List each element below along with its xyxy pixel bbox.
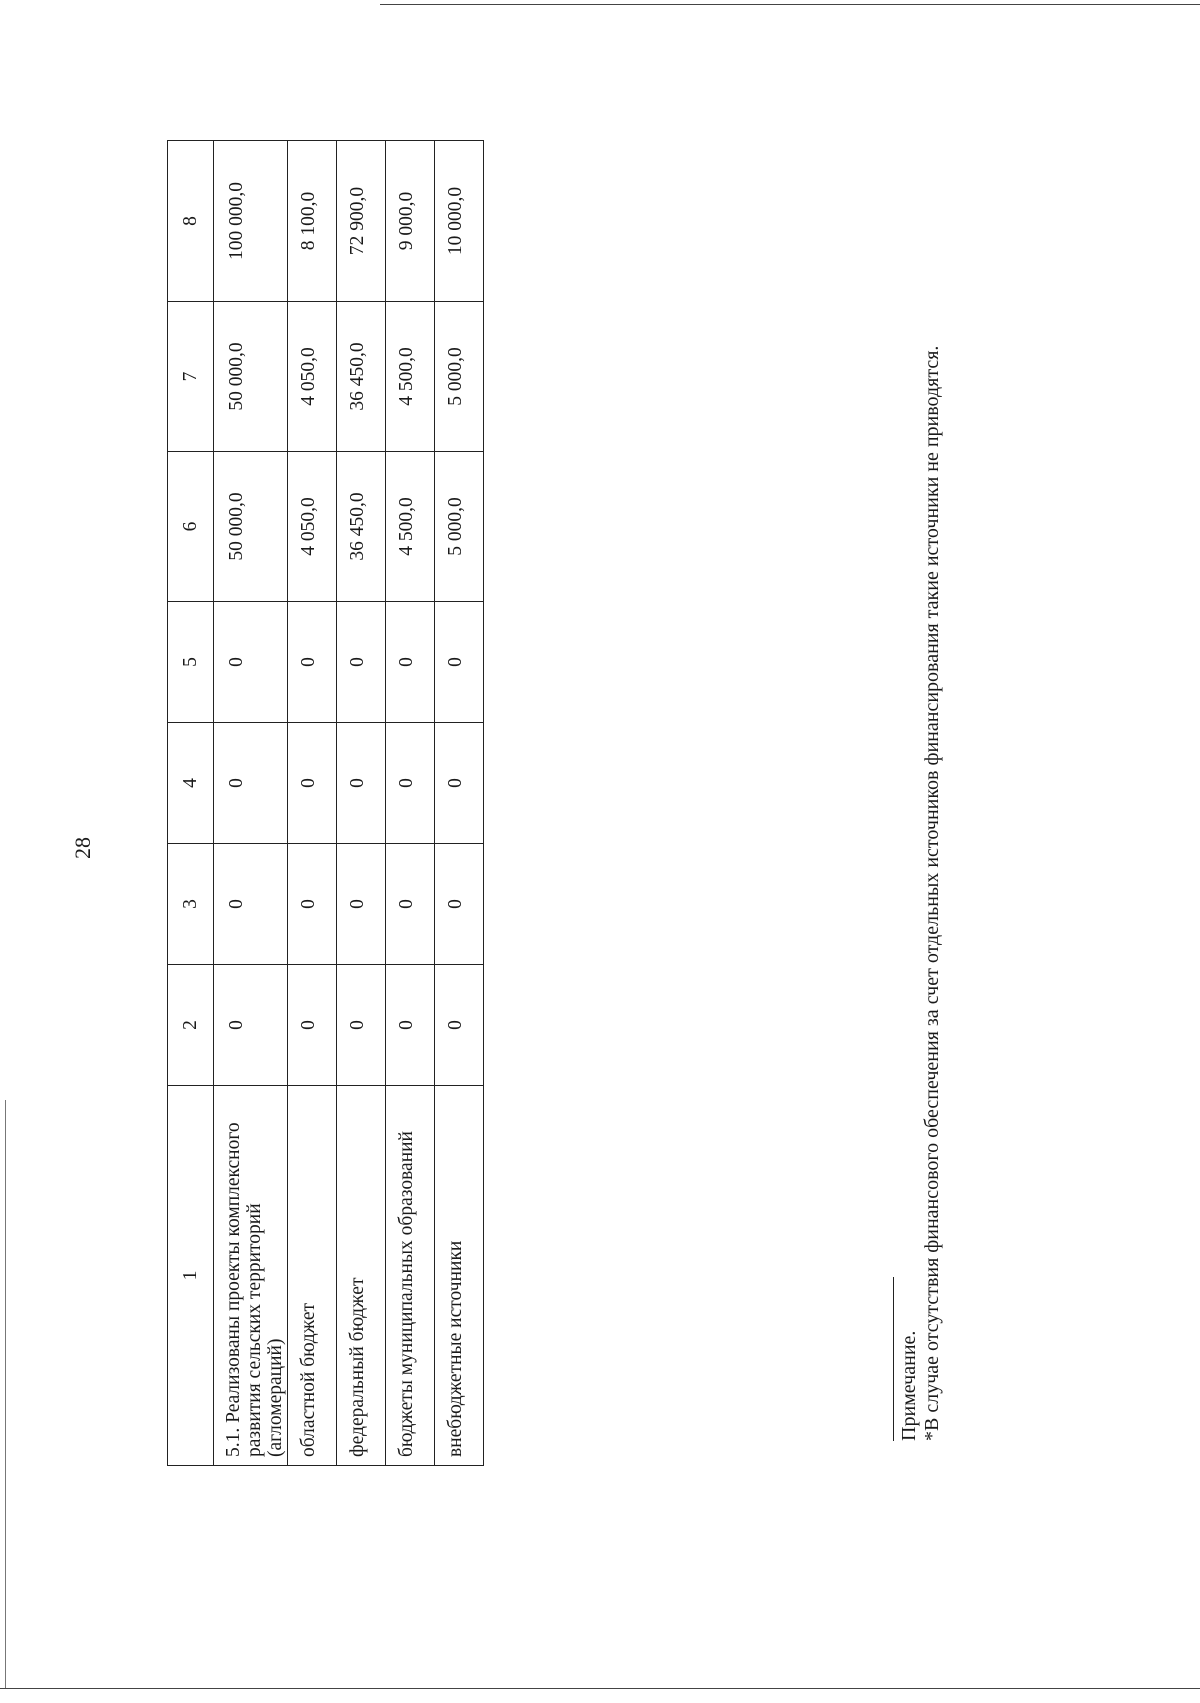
row-label: внебюджетные источники [435, 1086, 484, 1466]
table-cell: 5 000,0 [435, 302, 484, 452]
table-cell: 0 [435, 965, 484, 1086]
table-row-federal-budget [337, 141, 386, 1466]
table-row-municipal-budgets [386, 141, 435, 1466]
table-cell: 50 000,0 [214, 302, 288, 452]
column-header: 3 [168, 844, 214, 965]
page-number: 28 [70, 837, 95, 859]
column-header: 5 [168, 602, 214, 723]
table-cell: 0 [435, 844, 484, 965]
table-cell: 72 900,0 [337, 141, 386, 302]
table-cell: 4 500,0 [386, 302, 435, 452]
table-cell: 0 [288, 844, 337, 965]
table-cell: 0 [337, 723, 386, 844]
table-cell: 0 [386, 844, 435, 965]
table-cell: 36 450,0 [337, 302, 386, 452]
table-cell: 8 100,0 [288, 141, 337, 302]
table-cell: 0 [288, 965, 337, 1086]
table-cell: 0 [435, 602, 484, 723]
column-header: 4 [168, 723, 214, 844]
table-cell: 0 [386, 602, 435, 723]
table-cell: 0 [288, 602, 337, 723]
table-cell: 0 [214, 965, 288, 1086]
table-cell: 5 000,0 [435, 452, 484, 602]
table-cell: 0 [337, 965, 386, 1086]
footnote-separator [893, 1277, 894, 1441]
table-cell: 0 [337, 602, 386, 723]
table-cell: 0 [337, 844, 386, 965]
column-header: 6 [168, 452, 214, 602]
table-cell: 4 050,0 [288, 302, 337, 452]
column-header: 1 [168, 1086, 214, 1466]
table-cell: 0 [386, 965, 435, 1086]
table-cell: 50 000,0 [214, 452, 288, 602]
table-cell: 4 050,0 [288, 452, 337, 602]
table-cell: 0 [288, 723, 337, 844]
row-label: федеральный бюджет [337, 1086, 386, 1466]
column-header: 2 [168, 965, 214, 1086]
table-cell: 0 [214, 723, 288, 844]
table-row-extrabudgetary [435, 141, 484, 1466]
note-text: *В случае отсутствия финансового обеспечения за счет отдельных источников финансирования такие источники не приводятся. [921, 345, 943, 1441]
note-title: Примечание. [898, 1330, 920, 1441]
table-cell: 0 [214, 602, 288, 723]
table-row-total [214, 141, 288, 1466]
financing-table [167, 140, 484, 1466]
row-label: 5.1. Реализованы проекты комплексного развития сельских территорий (агломераций) [214, 1086, 288, 1466]
table-cell: 9 000,0 [386, 141, 435, 302]
row-label: областной бюджет [288, 1086, 337, 1466]
table-cell: 100 000,0 [214, 141, 288, 302]
table-cell: 36 450,0 [337, 452, 386, 602]
table-header-row [168, 141, 214, 1466]
row-label: бюджеты муниципальных образований [386, 1086, 435, 1466]
column-header: 8 [168, 141, 214, 302]
table-row-regional-budget [288, 141, 337, 1466]
table-cell: 0 [435, 723, 484, 844]
table-cell: 0 [214, 844, 288, 965]
table-cell: 4 500,0 [386, 452, 435, 602]
table-cell: 0 [386, 723, 435, 844]
table-cell: 10 000,0 [435, 141, 484, 302]
column-header: 7 [168, 302, 214, 452]
